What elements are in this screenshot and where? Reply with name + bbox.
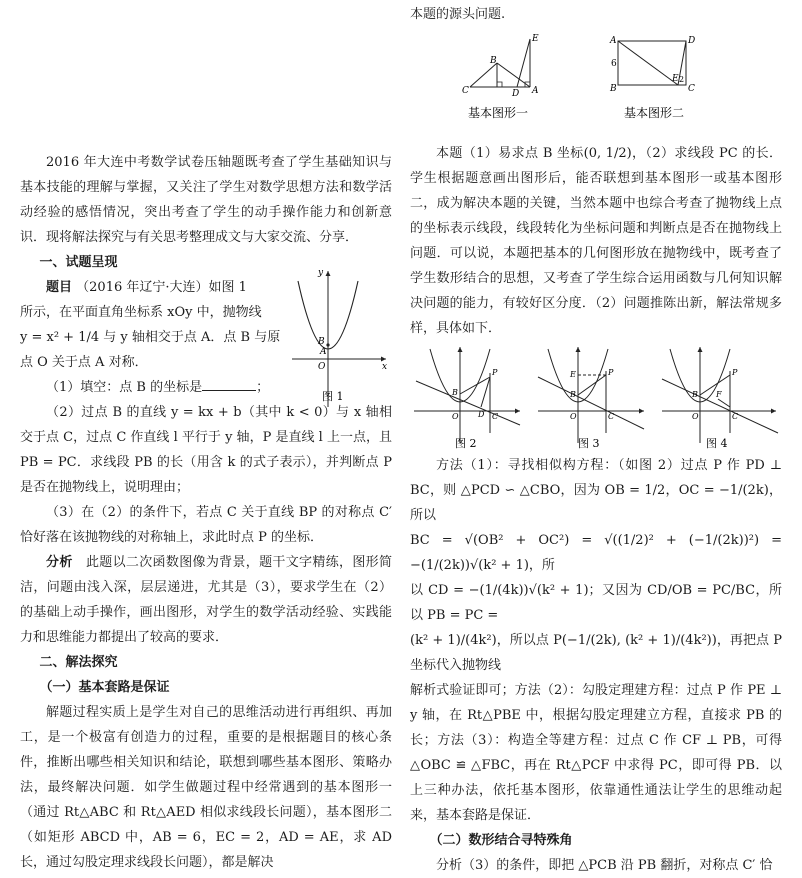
problem-block [20,268,392,403]
svg-text:O: O [452,412,459,421]
subsection-heading-1: （一）基本套路是保证 [39,680,170,695]
svg-text:E: E [532,34,539,44]
question-2: （2）过点 B 的直线 y = kx + b（其中 k < 0）与 x 轴相交于点 C，过点 C 作直线 l 平行于 y 轴，P 是直线 l 上一点，且 PB = PC．求线段 PB 的长（用含 k 的式子表示），并判断点 P 是否在抛物线上，说明理由； [20,405,392,495]
figure-4 [658,343,782,451]
right-last-line: 分析（3）的条件，即把 △PCB 沿 PB 翻折，对称点 C′ 恰 [436,858,773,873]
fig1-label-x: x [382,362,388,372]
svg-text:6: 6 [611,59,617,69]
right-column [410,0,782,878]
basic-figures [410,27,782,131]
svg-text:A: A [610,36,617,46]
svg-text:C: C [688,84,695,94]
figures-2-4 [410,341,782,453]
figure-3 [534,343,650,451]
svg-text:B: B [610,84,617,94]
problem-source: （2016 年辽宁·大连）如图 1 [76,280,247,295]
svg-text:D: D [512,89,520,99]
basic-figure-2-caption: 基本图形二 [624,106,685,120]
question-3: （3）在（2）的条件下，若点 C 关于直线 BP 的对称点 C′ 恰好落在该抛物线的对称轴上，求此时点 P 的坐标． [20,505,392,545]
svg-text:O: O [692,412,699,421]
svg-text:P: P [608,368,614,377]
body-paragraph-1: 解题过程实质上是学生对自己的思维活动进行再组织、再加工，是一个极富有创造力的过程，重要的是根据题目的核心条件，推断出哪些相关知识和结论，联想到哪些基本图形、策略办法，最终解决问题．如学生做题过程中经常遇到的基本图形一（通过 Rt△ABC 和 Rt△AED 相似求线段长问题），基本图形二（如矩形 ABCD 中，AB = 6，EC = 2，AD = AE，求 AD 长，通过勾股定理求线段长问题），都是解决 [20,705,392,870]
svg-text:C: C [732,412,739,421]
basic-figure-1 [450,27,560,131]
svg-text:D: D [478,410,485,419]
left-column [20,0,392,875]
method-1-part-b: BC = √(OB² + OC²) = √((1/2)² + (−1/(2k))²) = −(1/(2k))√(k² + 1)，所 [410,533,782,573]
svg-text:P: P [492,368,498,377]
svg-text:O: O [570,412,577,421]
svg-text:F: F [716,390,722,399]
problem-line-2: 所示，在平面直角坐标系 xOy 中，抛物线 [20,305,262,320]
right-top-line: 本题的源头问题. [410,7,506,22]
figure-2 [410,343,526,451]
question-1: （1）填空：点 B 的坐标是 ； [46,380,270,395]
section-heading-2: 二、解法探究 [39,655,118,670]
right-paragraph-1: 本题（1）易求点 B 坐标(0, 1/2)，（2）求线段 PC 的长．学生根据题意画出图形后，能否联想到基本图形一或基本图形二，成为解决本题的关键，当然本题中也综合考查了抛物线上点的坐标表示线段，线段转化为坐标问题和判断点是否在抛物线上问题．可以说，本题把基本的几何图形放在抛物线中，既考查了学生数形结合的思想，又考查了学生综合运用函数与几何知识解决问题的能力，有较好区分度．（2）问题推陈出新，解法常规多样，具体如下． [410,146,782,336]
figure-2-caption: 图 2 [455,437,477,450]
svg-text:E: E [570,370,576,379]
fig1-label-o: O [318,362,326,372]
analysis-paragraph: 分析 此题以二次函数图像为背景，题干文字精练，图形简洁，问题由浅入深，层层递进，尤其是（3），要求学生在（2）的基础上动手操作，画出图形，对学生的数学活动经验、实践能力和思维能力都提出了较高的要求． [20,555,392,645]
method-1-part-a: 方法（1）：寻找相似构方程：（如图 2）过点 P 作 PD ⊥ BC，则 △PCD ∽ △CBO，因为 OB = 1/2，OC = −1/(2k)，所以 [410,458,782,523]
analysis-label: 分析 [46,555,73,570]
basic-figure-1-caption: 基本图形一 [468,106,529,120]
svg-text:B: B [452,388,458,397]
svg-text:C: C [608,412,615,421]
answer-blank[interactable] [202,378,256,391]
figure-4-caption: 图 4 [706,437,728,450]
subsection-heading-2: （二）数形结合寻特殊角 [429,833,573,848]
method-1-part-c: 以 CD = −(1/(4k))√(k² + 1)；又因为 CD/OB = PC/BC，所以 PB = PC = [410,583,782,623]
figure-1 [288,267,392,417]
svg-text:C: C [492,412,499,421]
svg-text:B: B [692,390,698,399]
intro-paragraph: 2016 年大连中考数学试卷压轴题既考查了学生基础知识与基本技能的理解与掌握，又关注了学生对数学思想方法和数学活动经验的感悟情况，突出考查了学生的动手操作能力和创新意识．现将解法探究与有关思考整理成文与大家交流、分享． [20,155,392,245]
svg-text:E: E [672,74,679,84]
method-1-part-d: (k² + 1)/(4k²)，所以点 P(−1/(2k), (k² + 1)/(4k²))，再把点 P 坐标代入抛物线 [410,633,782,673]
method-2-3: 解析式验证即可；方法（2）：勾股定理建方程：过点 P 作 PE ⊥ y 轴，在 Rt△PBE 中，根据勾股定理建立方程，直接求 PB 的长；方法（3）：构造全等建方程：过点 C 作 CF ⊥ PB，可得 △OBC ≌ △FBC，再在 Rt△PCF 中求得 PC，即可得 PB．以上三种办法，依托基本图形，依靠通性通法让学生的思维动起来，基本套路是保证． [410,683,782,823]
svg-text:2: 2 [679,75,685,84]
svg-text:D: D [688,36,696,46]
svg-text:P: P [732,368,738,377]
fig1-label-y: y [318,268,324,278]
svg-text:B: B [490,56,497,66]
svg-text:A: A [532,86,539,96]
fig1-label-a: A [320,347,327,357]
problem-label: 题目 [46,280,73,295]
svg-text:B: B [570,390,576,399]
svg-text:C: C [462,86,469,96]
fig1-label-b: B [318,337,325,347]
fig1-caption: 图 1 [322,390,344,403]
problem-line-3: y = x² + 1/4 与 y 轴相交于点 A．点 B 与原 [20,330,281,345]
section-heading-1: 一、试题呈现 [39,255,118,270]
problem-line-4: 点 O 关于点 A 对称． [20,355,148,370]
figure-3-caption: 图 3 [578,437,600,450]
basic-figure-2 [600,27,710,131]
